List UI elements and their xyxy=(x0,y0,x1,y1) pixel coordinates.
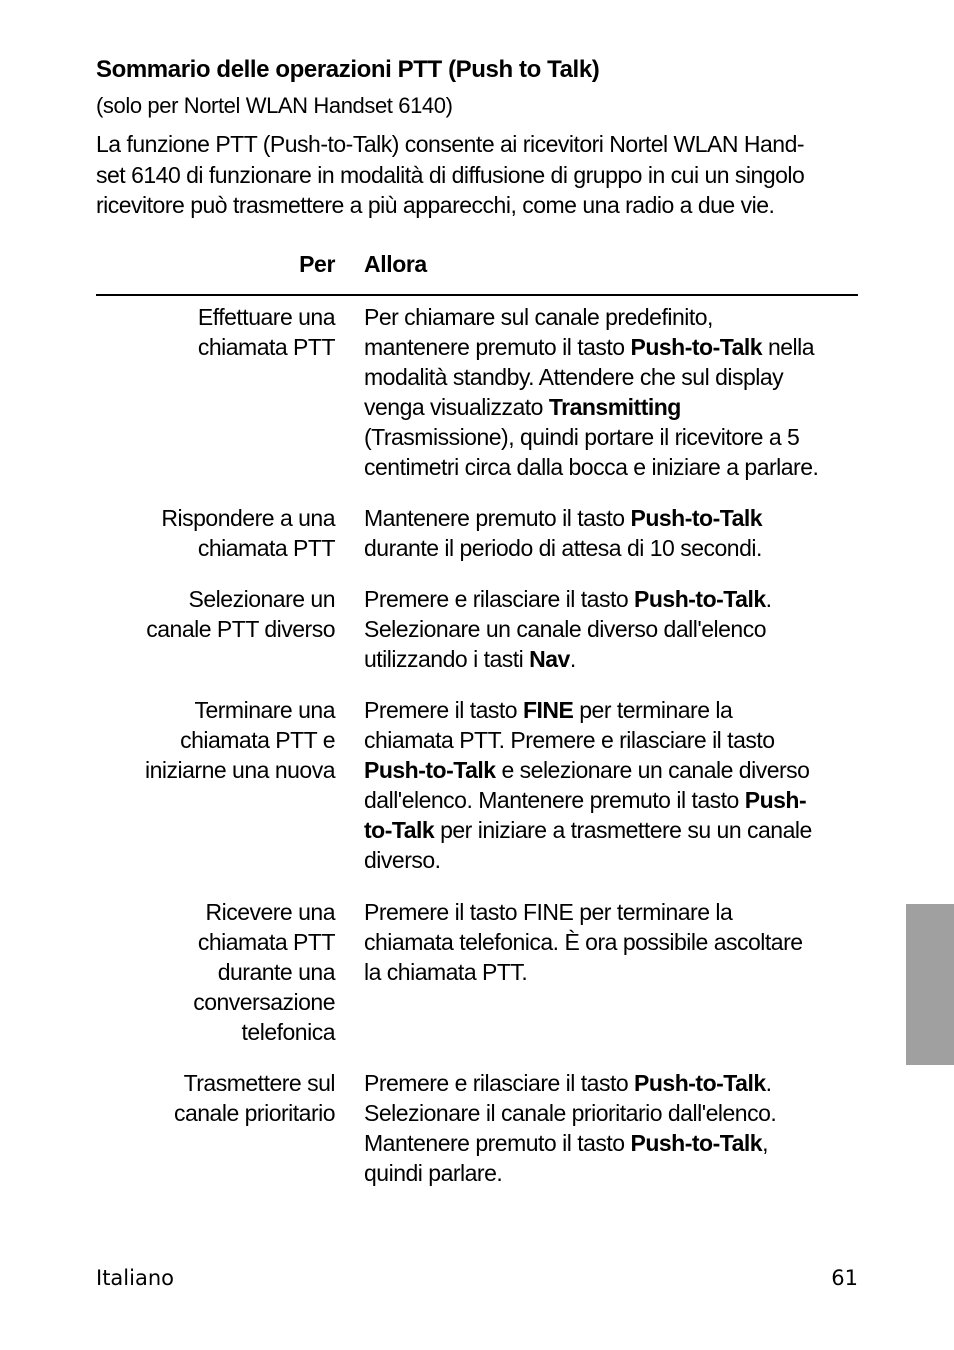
cell-allora-line: durante il periodo di attesa di 10 secondi. xyxy=(364,535,762,562)
cell-per-line: Rispondere a una xyxy=(161,505,335,531)
cell-allora-line: Selezionare il canale prioritario dall'elenco. xyxy=(364,1100,777,1127)
cell-allora-line: chiamata PTT. Premere e rilasciare il tasto xyxy=(364,727,775,754)
cell-allora-line: diverso. xyxy=(364,847,441,874)
cell-per-line: conversazione xyxy=(193,989,335,1016)
cell-per-line: canale prioritario xyxy=(173,1100,335,1127)
cell-per-line: Trasmettere sul xyxy=(183,1070,335,1096)
intro-paragraph xyxy=(96,129,866,221)
cell-per-line: chiamata PTT xyxy=(197,929,335,956)
table-header-allora: Allora xyxy=(364,251,427,277)
table-cell-per xyxy=(105,503,335,563)
cell-per-line: chiamata PTT e xyxy=(180,727,335,754)
cell-allora-line: Premere e rilasciare il tasto Push-to-Talk. xyxy=(364,586,772,612)
cell-allora-line: Premere il tasto FINE per terminare la xyxy=(364,899,733,925)
cell-allora-line: Premere il tasto FINE per terminare la xyxy=(364,697,733,723)
table-header-rule xyxy=(96,294,858,296)
cell-allora-line: centimetri circa dalla bocca e iniziare a parlare. xyxy=(364,454,819,481)
table-cell-per xyxy=(105,897,335,1047)
cell-per-line: Selezionare un xyxy=(188,586,335,612)
footer-page-number: 61 xyxy=(831,1266,858,1290)
intro-line: set 6140 di funzionare in modalità di diffusione di gruppo in cui un singolo xyxy=(96,161,805,188)
page-title: Sommario delle operazioni PTT (Push to Talk) xyxy=(96,56,600,83)
cell-allora-line: to-Talk per iniziare a trasmettere su un canale xyxy=(364,817,812,844)
cell-allora-line: Mantenere premuto il tasto Push-to-Talk xyxy=(364,505,763,531)
section-side-tab xyxy=(906,904,954,1065)
cell-per-line: Effettuare una xyxy=(197,304,335,330)
cell-allora-line: chiamata telefonica. È ora possibile ascoltare xyxy=(364,929,803,956)
cell-allora-line: mantenere premuto il tasto Push-to-Talk nella xyxy=(364,334,815,361)
intro-line: ricevitore può trasmettere a più apparecchi, come una radio a due vie. xyxy=(96,192,775,218)
cell-allora-line: Selezionare un canale diverso dall'elenco xyxy=(364,616,767,643)
cell-allora-line: utilizzando i tasti Nav. xyxy=(364,646,576,673)
cell-per-line: durante una xyxy=(217,959,335,986)
cell-allora-line: Per chiamare sul canale predefinito, xyxy=(364,304,713,330)
table-cell-per xyxy=(105,584,335,644)
table-cell-allora xyxy=(364,1068,858,1188)
table-header-per: Per xyxy=(299,251,335,277)
table-cell-allora xyxy=(364,503,858,563)
cell-allora-line: (Trasmissione), quindi portare il ricevitore a 5 xyxy=(364,424,800,451)
cell-allora-line: dall'elenco. Mantenere premuto il tasto Push- xyxy=(364,787,807,814)
cell-allora-line: modalità standby. Attendere che sul display xyxy=(364,364,784,391)
cell-allora-line: Mantenere premuto il tasto Push-to-Talk, xyxy=(364,1130,768,1157)
table-cell-per xyxy=(105,695,335,785)
cell-allora-line: la chiamata PTT. xyxy=(364,959,528,986)
table-cell-allora xyxy=(364,584,858,674)
footer-language: Italiano xyxy=(96,1266,174,1290)
cell-allora-line: Premere e rilasciare il tasto Push-to-Talk. xyxy=(364,1070,772,1096)
cell-allora-line: venga visualizzato Transmitting xyxy=(364,394,681,421)
table-cell-allora xyxy=(364,302,858,483)
page-subtitle: (solo per Nortel WLAN Handset 6140) xyxy=(96,93,453,118)
cell-per-line: Terminare una xyxy=(194,697,335,723)
cell-per-line: telefonica xyxy=(241,1019,335,1046)
intro-line: La funzione PTT (Push-to-Talk) consente ai ricevitori Nortel WLAN Hand- xyxy=(96,131,805,157)
table-cell-allora xyxy=(364,695,858,876)
cell-allora-line: Push-to-Talk e selezionare un canale diverso xyxy=(364,757,810,784)
table-cell-allora xyxy=(364,897,858,987)
cell-allora-line: quindi parlare. xyxy=(364,1160,503,1187)
cell-per-line: chiamata PTT xyxy=(197,535,335,562)
table-cell-per xyxy=(105,302,335,362)
cell-per-line: Ricevere una xyxy=(205,899,335,925)
cell-per-line: chiamata PTT xyxy=(197,334,335,361)
table-cell-per xyxy=(105,1068,335,1128)
cell-per-line: canale PTT diverso xyxy=(146,616,335,643)
cell-per-line: iniziarne una nuova xyxy=(145,757,335,784)
